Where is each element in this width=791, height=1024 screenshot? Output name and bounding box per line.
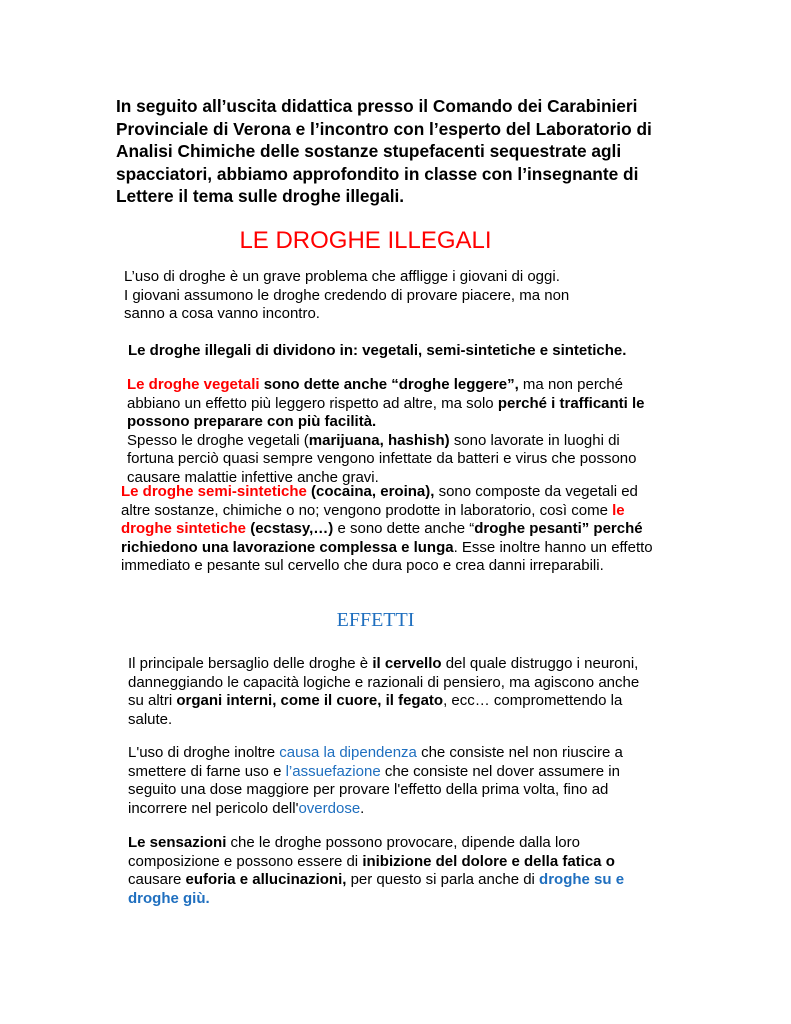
page-title: [0, 226, 791, 256]
text-inhibition: inibizione del dolore e della fatica o: [362, 852, 615, 870]
paragraph-usage-line2: I giovani assumono le droghe credendo di provare piacere, ma non: [124, 286, 570, 304]
term-synthetic: le droghe sintetiche: [121, 501, 625, 537]
paragraph-semi-synthetic-drugs: [121, 483, 671, 576]
text-span: che consiste nel dover assumere in seguito una dose maggiore per provare l'effetto della prima volta, fino ad incorrere nel pericolo dell': [128, 762, 620, 817]
paragraph-usage-line3: sanno a cosa vanno incontro.: [124, 305, 320, 322]
text-span: L'uso di droghe inoltre: [128, 744, 280, 761]
text-brain: il cervello: [372, 655, 442, 672]
text-span: che consiste nel non riuscire a smettere di farne uso e: [128, 744, 623, 780]
section-title-text: EFFETTI: [336, 609, 415, 631]
text-ecstasy: (ecstasy,…): [246, 520, 334, 537]
paragraph-brain: [128, 655, 648, 729]
text-span: , ecc… compromettendo la salute.: [128, 692, 623, 728]
paragraph-usage: [124, 268, 644, 324]
text-heavy-drugs: droghe pesanti” perché richiedono una lavorazione complessa e lunga: [121, 520, 643, 556]
term-dependence: causa la dipendenza: [279, 744, 417, 761]
text-span: Il principale bersaglio delle droghe è: [128, 655, 373, 672]
text-cocaine-heroin: (cocaina, eroina),: [306, 483, 435, 500]
text-internal-organs: organi interni, come il cuore, il fegato: [176, 692, 444, 709]
text-span: Spesso le droghe vegetali (: [127, 431, 309, 449]
term-vegetal-drugs: Le droghe vegetali: [127, 376, 260, 393]
text-span: . Esse inoltre hanno un effetto immediato e pesante sul cervello che dura poco e crea danni irreparabili.: [121, 538, 653, 574]
text-span: causare: [128, 871, 186, 888]
text-traffickers: perché i trafficanti le possono preparare con più facilità.: [127, 394, 645, 430]
text-sensations: Le sensazioni: [128, 834, 227, 851]
paragraph-usage-line1: L’uso di droghe è un grave problema che affligge i giovani di oggi.: [124, 268, 560, 285]
text-span: sono composte da vegetali ed altre sostanze, chimiche o no; vengono prodotte in laboratorio, così come: [121, 483, 638, 519]
text-span: del quale distruggo i neuroni, danneggiando le capacità logiche e razionali di pensiero, ma agiscono anche su altri: [128, 655, 640, 709]
text-light-drugs: sono dette anche “droghe leggere”,: [259, 376, 519, 393]
text-span: ma non perché abbiano un effetto più leggero rispetto ad altre, ma solo: [127, 376, 623, 412]
intro-paragraph: In seguito all’uscita didattica presso il Comando dei Carabinieri Provinciale di Verona e l’incontro con l’esperto del Laboratorio di Analisi Chimiche delle sostanze stupefacenti sequestrate agli spacciatori, abbiamo approfondito in classe con l’insegnante di Lettere il tema sulle droghe illegali.: [116, 96, 652, 206]
text-marijuana-hashish: marijuana, hashish): [308, 431, 450, 449]
text-euphoria: euforia e allucinazioni,: [185, 871, 347, 888]
text-span: che le droghe possono provocare, dipende dalla loro composizione e possono essere di: [128, 834, 580, 870]
term-semi-synthetic: Le droghe semi-sintetiche: [121, 483, 307, 500]
paragraph-sensations: [128, 834, 648, 908]
term-addiction: l’assuefazione: [285, 762, 381, 780]
text-span: sono lavorate in luoghi di fortuna perciò quasi sempre vengono infettate da batteri e virus che possono causare malattie infettive anche gravi.: [127, 431, 637, 486]
paragraph-dependence: [128, 744, 648, 818]
text-span: e sono dette anche “: [333, 520, 475, 537]
term-drugs-up-down: droghe su e droghe giù.: [128, 871, 625, 907]
text-span: per questo si parla anche di: [346, 871, 540, 888]
text-span: .: [360, 799, 365, 817]
paragraph-classification: Le droghe illegali di dividono in: vegetali, semi-sintetiche e sintetiche.: [128, 342, 627, 359]
paragraph-vegetal-drugs: [127, 376, 667, 487]
page-title-text: LE DROGHE ILLEGALI: [239, 227, 492, 254]
term-overdose: overdose: [298, 799, 361, 817]
section-title-effects: [0, 608, 791, 632]
